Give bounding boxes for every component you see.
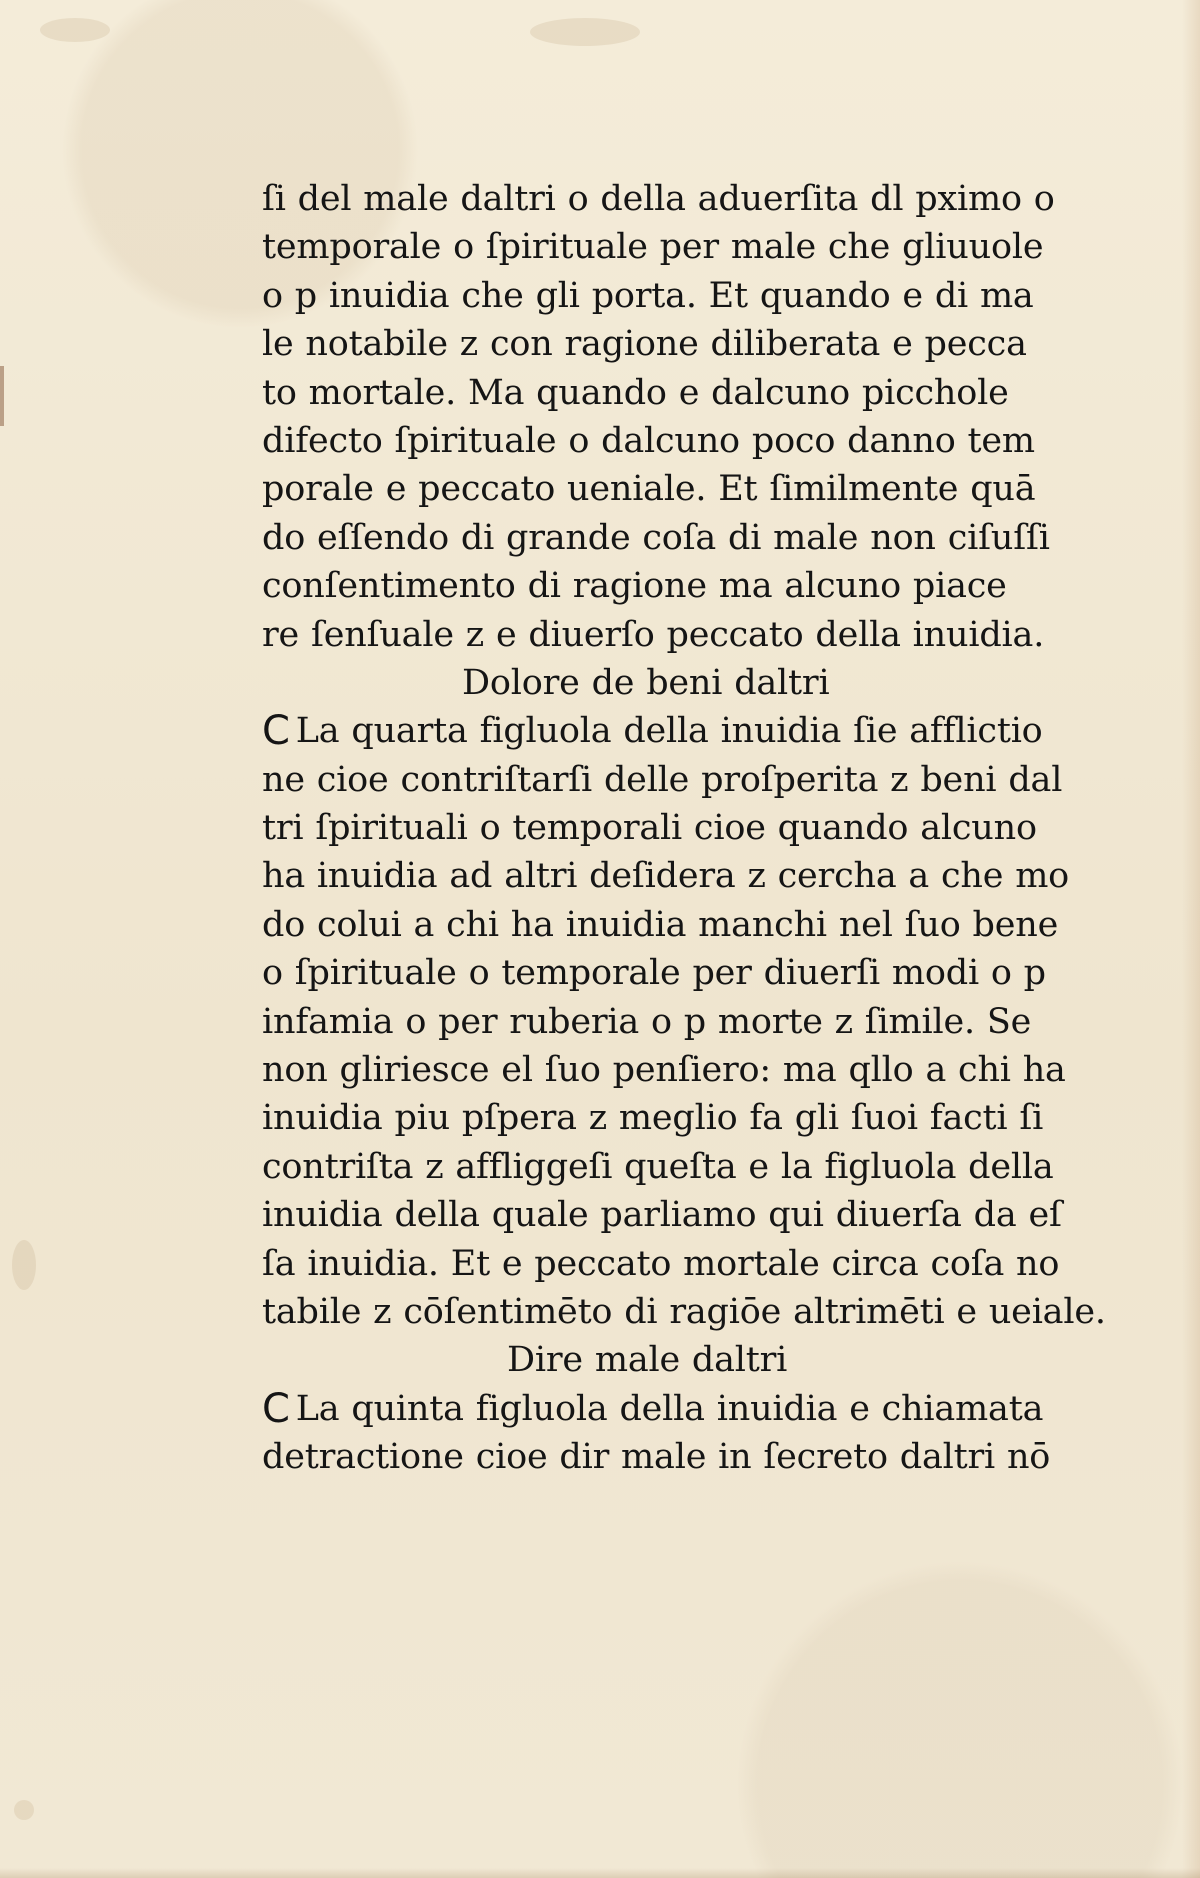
text-line-15: ha inuidia ad altri deſidera z cercha a che mo — [262, 856, 1070, 897]
paper-stain — [12, 1240, 36, 1290]
text-line-12-content: La quarta figluola della inuidia ſie afflictio — [295, 711, 1043, 752]
text-line-19: non gliriesce el ſuo penſiero: ma qllo a chi ha — [262, 1050, 1066, 1091]
text-line-26 — [262, 1385, 1062, 1433]
text-line-24: tabile z cōſentimēto di ragiōe altrimēti e ueiale. — [262, 1291, 1106, 1332]
text-line-10: re ſenſuale z e diuerſo peccato della inuidia. — [262, 614, 1045, 655]
text-line-23: ſa inuidia. Et e peccato mortale circa coſa no — [262, 1243, 1060, 1284]
text-line-5: to mortale. Ma quando e dalcuno picchole — [262, 372, 1009, 413]
paragraph-mark-icon: C — [262, 708, 290, 755]
text-line-12 — [262, 707, 1062, 755]
text-line-16: do colui a chi ha inuidia manchi nel ſuo bene — [262, 904, 1059, 945]
text-line-18: infamia o per ruberia o p morte z ſimile. Se — [262, 1001, 1032, 1042]
text-line-6: difecto ſpirituale o dalcuno poco danno tem — [262, 420, 1035, 461]
text-line-2: temporale o ſpirituale per male che gliuuole — [262, 227, 1044, 268]
text-line-3: o p inuidia che gli porta. Et quando e di ma — [262, 275, 1034, 316]
text-line-1: ſi del male daltri o della aduerſita dl pximo o — [262, 179, 1055, 219]
paper-stain — [530, 18, 640, 46]
text-line-17: o ſpirituale o temporale per diuerſi modi o p — [262, 953, 1046, 994]
text-line-14: tri ſpirituali o temporali cioe quando alcuno — [262, 808, 1037, 849]
page-bottom-edge — [0, 1868, 1200, 1878]
text-line-20: inuidia piu pſpera z meglio fa gli ſuoi facti ſi — [262, 1098, 1044, 1139]
text-line-27: detractione cioe dir male in ſecreto daltri nō — [262, 1437, 1051, 1478]
text-line-22: inuidia della quale parliamo qui diuerſa da eſ — [262, 1195, 1062, 1236]
text-line-21: contriſta z affliggeſi queſta e la figluola della — [262, 1146, 1054, 1187]
text-line-26-content: La quinta figluola della inuidia e chiamata — [295, 1388, 1044, 1429]
text-line-13: ne cioe contriſtarſi delle proſperita z beni dal — [262, 759, 1063, 800]
text-line-7: porale e peccato ueniale. Et ſimilmente quā — [262, 469, 1036, 510]
section-heading-2: Dire male daltri — [507, 1340, 788, 1381]
page-edge — [1182, 0, 1200, 1878]
binding-mark — [0, 366, 4, 426]
section-heading-1: Dolore de beni daltri — [462, 662, 830, 703]
page-text — [262, 175, 1106, 1482]
paper-stain — [40, 18, 110, 42]
text-line-4: le notabile z con ragione diliberata e pecca — [262, 324, 1027, 365]
text-line-9: conſentimento di ragione ma alcuno piace — [262, 566, 1007, 607]
paragraph-mark-icon: C — [262, 1385, 290, 1432]
text-line-8: do eſſendo di grande coſa di male non ciſuſſi — [262, 517, 1050, 558]
paper-stain — [14, 1800, 34, 1820]
